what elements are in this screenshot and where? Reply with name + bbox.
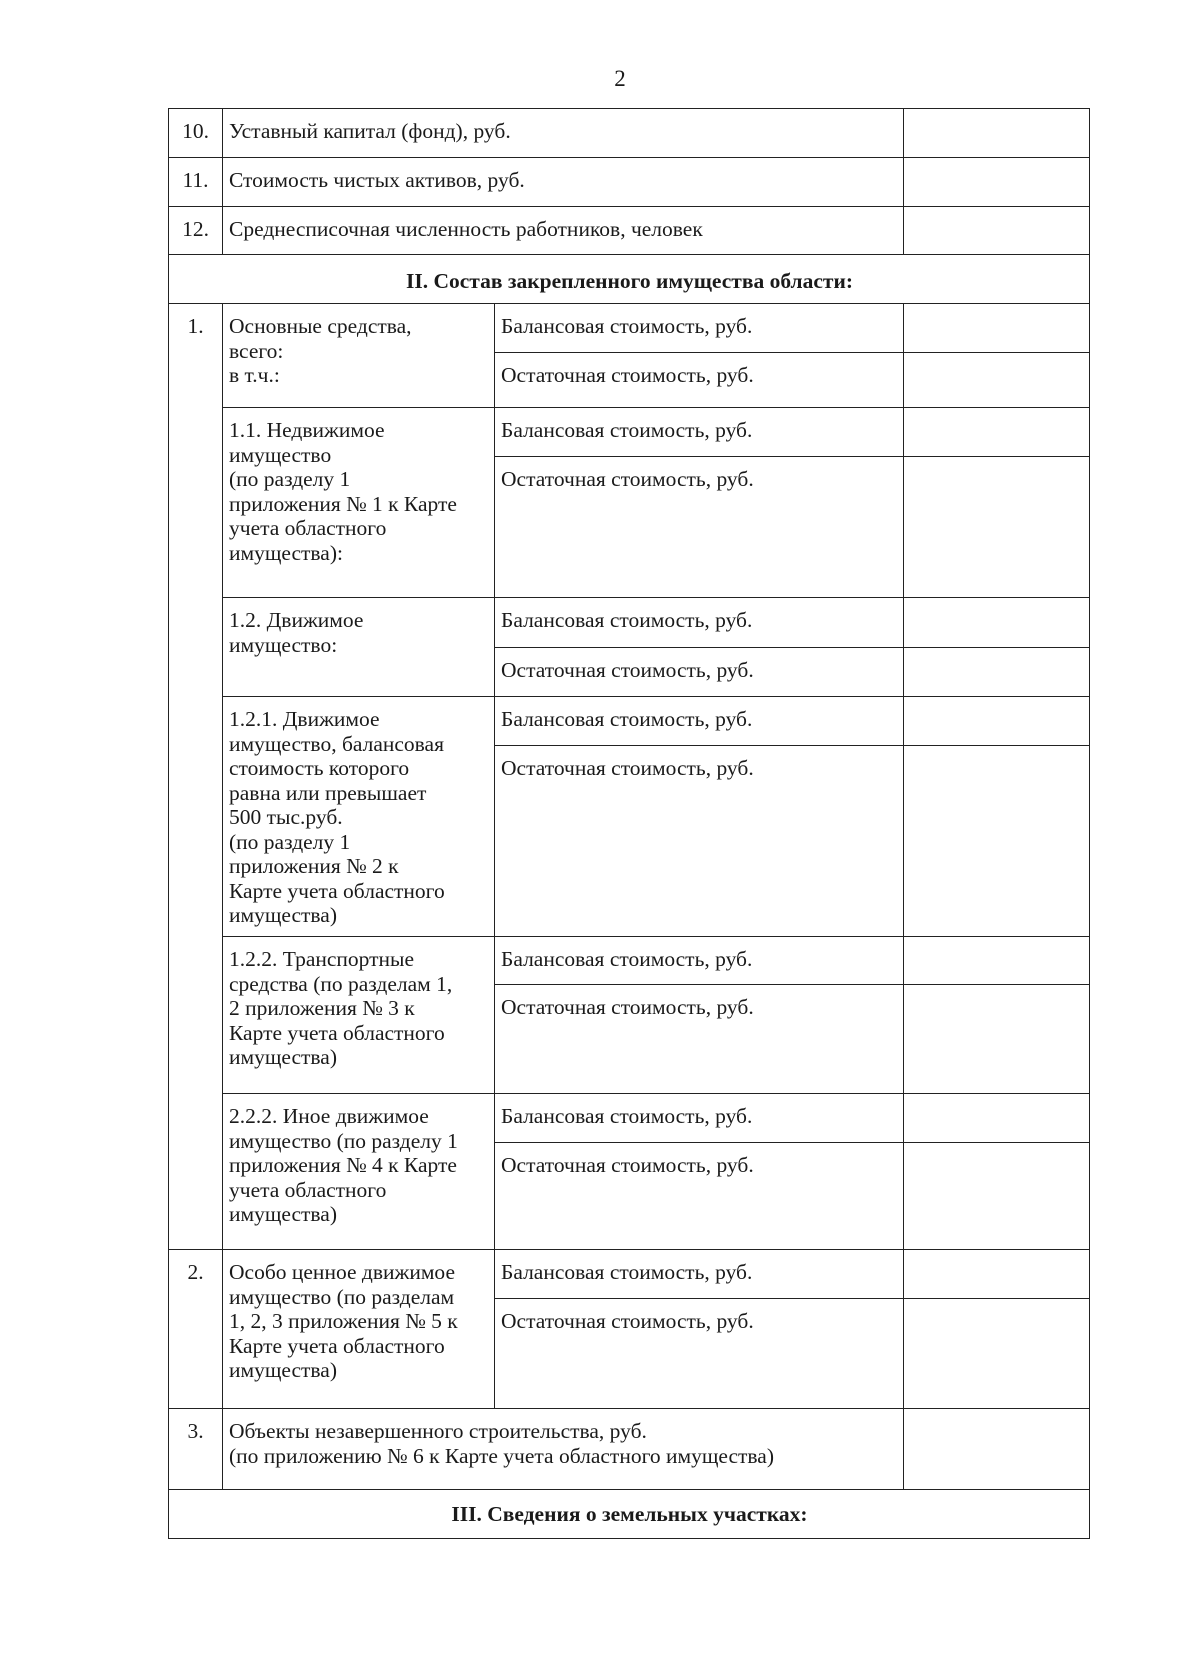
row-number: 1. (168, 303, 222, 1249)
page-number: 2 (614, 66, 626, 91)
residual-value (903, 984, 1090, 1093)
asset-label: 2.2.2. Иное движимое имущество (по разделу 1 приложения № 4 к Карте учета областного имущества) (222, 1093, 494, 1249)
balance-value (903, 597, 1090, 647)
residual-value (903, 352, 1090, 407)
residual-value (903, 647, 1090, 696)
balance-label: Балансовая стоимость, руб. (494, 936, 903, 984)
row-label: Уставный капитал (фонд), руб. (222, 108, 903, 157)
value-cell (903, 108, 1090, 157)
row-number: 11. (168, 157, 222, 206)
asset-label: 1.2. Движимое имущество: (222, 597, 494, 696)
residual-value (903, 1142, 1090, 1249)
row-label: Среднесписочная численность работников, человек (222, 206, 903, 254)
row-label: Объекты незавершенного строительства, руб. (по приложению № 6 к Карте учета областного имущества) (222, 1408, 903, 1489)
balance-value (903, 407, 1090, 456)
section-heading: III. Сведения о земельных участках: (168, 1489, 1090, 1539)
balance-value (903, 1249, 1090, 1298)
balance-label: Балансовая стоимость, руб. (494, 407, 903, 456)
asset-label: 1.1. Недвижимое имущество (по разделу 1 приложения № 1 к Карте учета областного имущества): (222, 407, 494, 597)
residual-label: Остаточная стоимость, руб. (494, 352, 903, 407)
asset-label: 1.2.1. Движимое имущество, балансовая стоимость которого равна или превышает 500 тыс.руб. (по разделу 1 приложения № 2 к Карте учета областного имущества) (222, 696, 494, 936)
balance-label: Балансовая стоимость, руб. (494, 1093, 903, 1142)
balance-label: Балансовая стоимость, руб. (494, 696, 903, 745)
balance-label: Балансовая стоимость, руб. (494, 597, 903, 647)
residual-label: Остаточная стоимость, руб. (494, 984, 903, 1093)
property-record-table (168, 108, 1090, 1539)
row-label: Стоимость чистых активов, руб. (222, 157, 903, 206)
value-cell (903, 206, 1090, 254)
balance-value (903, 303, 1090, 352)
row-number: 3. (168, 1408, 222, 1489)
balance-value (903, 1093, 1090, 1142)
residual-label: Остаточная стоимость, руб. (494, 1298, 903, 1408)
asset-label: 1.2.2. Транспортные средства (по разделам 1, 2 приложения № 3 к Карте учета областного имущества) (222, 936, 494, 1093)
balance-value (903, 936, 1090, 984)
section-heading: II. Состав закрепленного имущества области: (168, 254, 1090, 303)
residual-label: Остаточная стоимость, руб. (494, 456, 903, 597)
residual-value (903, 456, 1090, 597)
residual-value (903, 1298, 1090, 1408)
balance-label: Балансовая стоимость, руб. (494, 303, 903, 352)
asset-label: Основные средства, всего: в т.ч.: (222, 303, 494, 407)
row-number: 12. (168, 206, 222, 254)
residual-label: Остаточная стоимость, руб. (494, 647, 903, 696)
balance-value (903, 696, 1090, 745)
value-cell (903, 1408, 1090, 1489)
residual-value (903, 745, 1090, 936)
residual-label: Остаточная стоимость, руб. (494, 745, 903, 936)
value-cell (903, 157, 1090, 206)
residual-label: Остаточная стоимость, руб. (494, 1142, 903, 1249)
row-number: 10. (168, 108, 222, 157)
balance-label: Балансовая стоимость, руб. (494, 1249, 903, 1298)
row-number: 2. (168, 1249, 222, 1408)
asset-label: Особо ценное движимое имущество (по разделам 1, 2, 3 приложения № 5 к Карте учета областного имущества) (222, 1249, 494, 1408)
